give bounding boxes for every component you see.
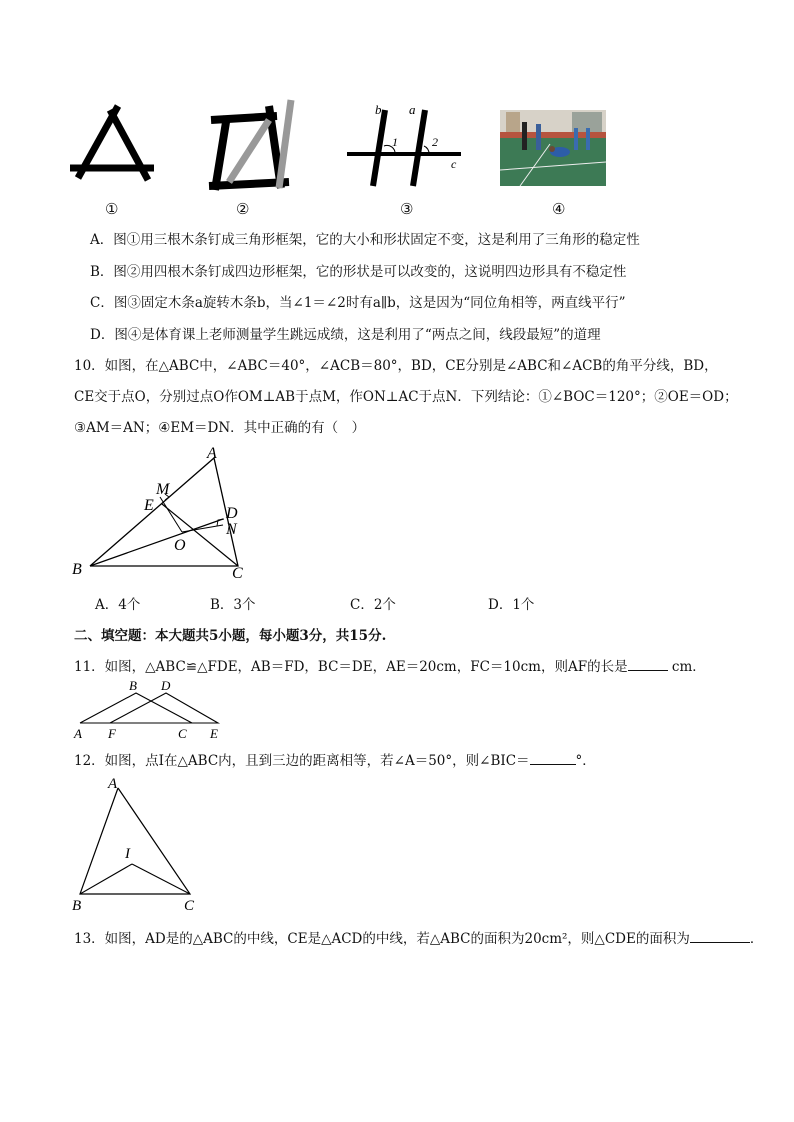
q11-answer-blank	[628, 670, 668, 671]
figure-3-parallel-lines	[345, 100, 465, 190]
q13-stem: 13．如图，AD是的△ABC的中线，CE是△ACD的中线，若△ABC的面积为20cm²，则△CDE的面积为	[74, 931, 690, 947]
q10-label-M: M	[156, 481, 170, 498]
figure-4-long-jump-photo	[500, 110, 606, 186]
q12-label-B: B	[72, 898, 82, 914]
q12-answer-blank	[530, 764, 576, 765]
q11-label-A: A	[74, 726, 82, 741]
q12-label-C: C	[184, 898, 195, 914]
q10-label-N: N	[226, 521, 237, 538]
q13-text	[74, 927, 763, 947]
q9-option-d: D．图④是体育课上老师测量学生跳远成绩，这是利用了“两点之间，线段最短”的道理	[90, 327, 601, 343]
figure-caption-4: ④	[552, 200, 566, 218]
q11-label-E: E	[210, 726, 218, 741]
q11-figure	[72, 676, 232, 742]
q10-text-line1: 10．如图，在△ABC中，∠ABC＝40°，∠ACB＝80°，BD，CE分别是∠ABC和∠ACB的角平分线，BD，	[74, 358, 718, 374]
figure-caption-3: ③	[400, 200, 414, 218]
q10-label-C: C	[232, 565, 243, 582]
q10-label-B: B	[72, 561, 82, 578]
q11-label-C: C	[178, 726, 187, 741]
q10-text-line2: CE交于点O，分别过点O作OM⊥AB于点M，作ON⊥AC于点N．下列结论：①∠BOC＝120°；②OE＝OD；	[74, 389, 738, 405]
q10-text-line3: ③AM＝AN；④EM＝DN．其中正确的有（ ）	[74, 420, 366, 436]
q11-label-D: D	[161, 678, 171, 693]
figure-caption-2: ②	[236, 200, 250, 218]
q11-label-F: F	[108, 726, 116, 741]
fig3-label-1: 1	[392, 135, 398, 149]
fig3-label-2: 2	[432, 135, 438, 149]
fig3-label-a: a	[409, 102, 416, 117]
section-2-title: 二、填空题：本大题共5小题，每小题3分，共15分.	[74, 628, 387, 644]
fig3-label-c: c	[451, 157, 457, 171]
q10-label-D: D	[226, 505, 238, 522]
q12-label-I: I	[125, 846, 130, 862]
q12-figure	[68, 774, 208, 914]
q9-option-a: A．图①用三根木条钉成三角形框架，它的大小和形状固定不变，这是利用了三角形的稳定性	[90, 232, 640, 248]
q12-label-A: A	[108, 776, 118, 792]
q11-text	[74, 655, 706, 675]
q11-unit: cm．	[671, 659, 706, 675]
q13-answer-blank	[690, 942, 750, 943]
q9-option-b: B．图②用四根木条钉成四边形框架，它的形状是可以改变的，这说明四边形具有不稳定性	[90, 264, 627, 280]
q12-stem: 12．如图，点I在△ABC内，且到三边的距离相等，若∠A＝50°，则∠BIC＝	[74, 753, 530, 769]
q12-text	[74, 749, 596, 769]
q10-option-a: A．4个	[95, 597, 141, 613]
q13-suffix: ．	[749, 931, 764, 947]
fig3-label-b: b	[375, 102, 382, 117]
q10-label-O: O	[174, 537, 186, 554]
figure-1-triangle-frame	[68, 100, 158, 185]
q10-figure	[66, 440, 266, 582]
q9-option-c: C．图③固定木条a旋转木条b，当∠1＝∠2时有a∥b，这是因为“同位角相等，两直线平行”	[90, 295, 626, 311]
q12-suffix: °．	[575, 753, 596, 769]
q10-label-E: E	[144, 497, 154, 514]
q10-label-A: A	[207, 445, 217, 462]
figure-caption-1: ①	[105, 200, 119, 218]
q11-label-B: B	[129, 678, 137, 693]
figure-2-quadrilateral-frame	[205, 96, 300, 196]
q11-stem: 11．如图，△ABC≌△FDE，AB＝FD，BC＝DE，AE＝20cm，FC＝10cm，则AF的长是	[74, 659, 628, 675]
q10-option-c: C．2个	[350, 597, 396, 613]
q10-option-d: D．1个	[488, 597, 535, 613]
q10-option-b: B．3个	[210, 597, 256, 613]
